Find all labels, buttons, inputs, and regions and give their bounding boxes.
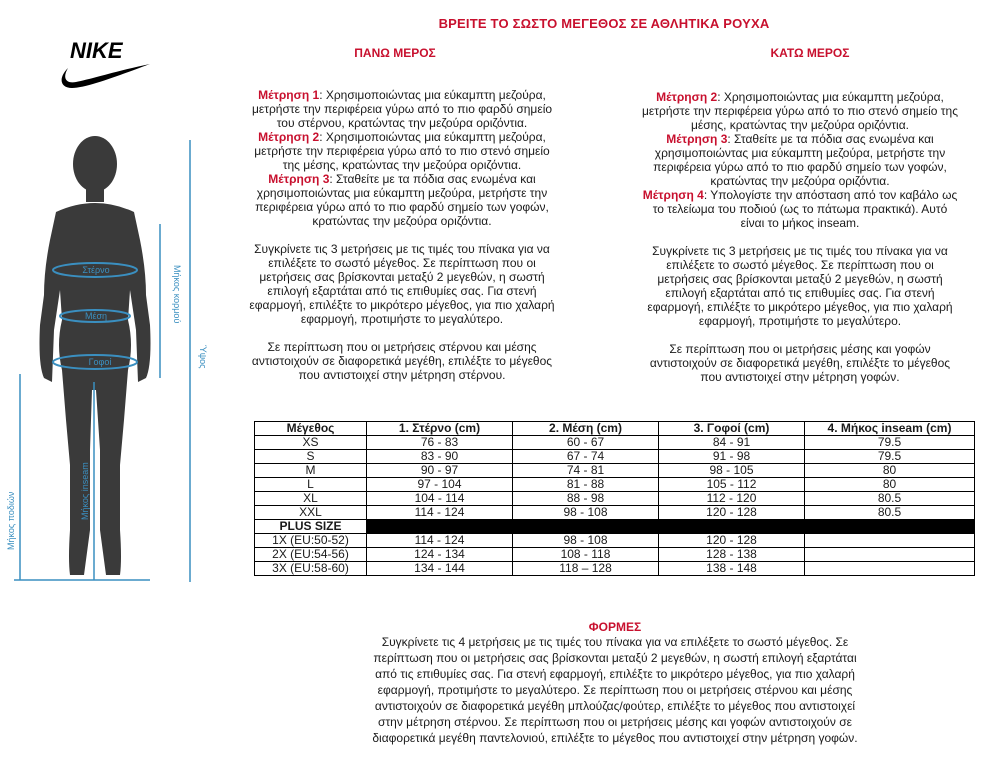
cell: 98 - 108 — [513, 534, 659, 548]
cell: 80.5 — [805, 492, 975, 506]
lower-measurement-3: Μέτρηση 3: Σταθείτε με τα πόδια σας ενωμένα και χρησιμοποιώντας μια εύκαμπτη μεζούρα, μετρήστε την περιφέρεια γύρω από το πιο φαρδύ σημείο των γοφών, κρατώντας την μεζούρα οριζόντια. — [653, 132, 947, 188]
cell: 79.5 — [805, 436, 975, 450]
cell: 1X (EU:50-52) — [255, 534, 367, 548]
plus-size-divider — [367, 520, 975, 534]
logo-text: NIKE — [70, 38, 123, 63]
plus-size-row — [255, 520, 975, 534]
lower-section-title: ΚΑΤΩ ΜΕΡΟΣ — [770, 46, 850, 60]
header-hips: 3. Γοφοί (cm) — [659, 422, 805, 436]
size-table — [254, 421, 975, 576]
upper-note-text: Σε περίπτωση που οι μετρήσεις στέρνου και μέσης αντιστοιχούν σε διαφορετικά μεγέθη, επιλέξτε το μέγεθος που αντιστοιχεί στην μέτρηση στέρνου. — [251, 340, 553, 382]
table-row — [255, 436, 975, 450]
table-row — [255, 548, 975, 562]
cell: 120 - 128 — [659, 506, 805, 520]
cell: 81 - 88 — [513, 478, 659, 492]
header-waist: 2. Μέση (cm) — [513, 422, 659, 436]
cell: 2X (EU:54-56) — [255, 548, 367, 562]
nike-logo — [58, 36, 154, 92]
cell: 80.5 — [805, 506, 975, 520]
cell: 67 - 74 — [513, 450, 659, 464]
cell: 105 - 112 — [659, 478, 805, 492]
cell: M — [255, 464, 367, 478]
forms-title: ΦΟΡΜΕΣ — [588, 620, 642, 634]
cell: 91 - 98 — [659, 450, 805, 464]
cell: XS — [255, 436, 367, 450]
cell: 60 - 67 — [513, 436, 659, 450]
cell: 98 - 105 — [659, 464, 805, 478]
lower-instructions — [640, 90, 960, 384]
cell — [805, 548, 975, 562]
plus-size-label: PLUS SIZE — [255, 520, 367, 534]
upper-section-title: ΠΑΝΩ ΜΕΡΟΣ — [354, 46, 436, 60]
cell — [805, 562, 975, 576]
cell: 120 - 128 — [659, 534, 805, 548]
table-row — [255, 562, 975, 576]
cell: 128 - 138 — [659, 548, 805, 562]
cell: 88 - 98 — [513, 492, 659, 506]
waist-label: Μέση — [84, 311, 108, 321]
cell: 114 - 124 — [367, 506, 513, 520]
chest-label: Στέρνο — [82, 265, 110, 275]
cell: 3X (EU:58-60) — [255, 562, 367, 576]
cell: 134 - 144 — [367, 562, 513, 576]
body-figure — [0, 120, 240, 600]
table-row — [255, 506, 975, 520]
upper-measurement-3: Μέτρηση 3: Σταθείτε με τα πόδια σας ενωμένα και χρησιμοποιώντας μια εύκαμπτη μεζούρα, μετρήστε την περιφέρεια γύρω από το πιο φαρδύ σημείο των γοφών, κρατώντας την μεζούρα οριζόντια. — [255, 172, 549, 228]
upper-instructions — [246, 88, 558, 382]
cell: 104 - 114 — [367, 492, 513, 506]
cell: 90 - 97 — [367, 464, 513, 478]
torso-label: Μήκος κορμού — [172, 265, 182, 324]
header-chest: 1. Στέρνο (cm) — [367, 422, 513, 436]
cell: 80 — [805, 478, 975, 492]
nike-swoosh-icon — [58, 36, 154, 92]
cell: XXL — [255, 506, 367, 520]
inseam-label: Μήκος inseam — [80, 462, 90, 520]
cell: XL — [255, 492, 367, 506]
forms-text: Συγκρίνετε τις 4 μετρήσεις με τις τιμές του πίνακα για να επιλέξετε το σωστό μέγεθος. Σε περίπτωση που οι μετρήσεις σας βρίσκονται μεταξύ 2 μεγεθών, η σωστή επιλογή εξαρτάται από τις επιθυμίες σας. Για στενή εφαρμογή, επιλέξτε το μικρότερο μέγεθος, για πιο χαλαρή εφαρμογή, προτιμήστε το μεγαλύτερο. Σε περίπτωση που οι μετρήσεις στέρνου και μέσης αντιστοιχούν σε διαφορετικά μεγέθη μπλούζας/φούτερ, επιλέξτε το μέγεθος που αντιστοιχεί στην μέτρηση στέρνου. Σε περίπτωση που οι μετρήσεις μέσης και γοφών αντιστοιχούν σε διαφορετικά μεγέθη παντελονιού, επιλέξτε το μέγεθος που αντιστοιχεί στην μέτρηση γοφών. — [372, 635, 858, 745]
cell: 118 – 128 — [513, 562, 659, 576]
table-row — [255, 478, 975, 492]
upper-measurement-2: Μέτρηση 2: Χρησιμοποιώντας μια εύκαμπτη μεζούρα, μετρήστε την περιφέρεια γύρω από το πιο στενό σημείο της μέσης, κρατώντας την μεζούρα οριζόντια. — [254, 130, 550, 172]
page-title: ΒΡΕΙΤΕ ΤΟ ΣΩΣΤΟ ΜΕΓΕΘΟΣ ΣΕ ΑΘΛΗΤΙΚΑ ΡΟΥΧΑ — [438, 16, 770, 31]
table-row — [255, 534, 975, 548]
cell: 112 - 120 — [659, 492, 805, 506]
cell: S — [255, 450, 367, 464]
cell: 80 — [805, 464, 975, 478]
height-label: Ύψος — [198, 345, 208, 369]
cell: 114 - 124 — [367, 534, 513, 548]
lower-measurement-4: Μέτρηση 4: Υπολογίστε την απόσταση από τον καβάλο ως το τελείωμα του ποδιού (ως το πάτωμα πρακτικά). Αυτό είναι το μήκος inseam. — [642, 188, 958, 230]
cell: 74 - 81 — [513, 464, 659, 478]
lower-note-text: Σε περίπτωση που οι μετρήσεις μέσης και γοφών αντιστοιχούν σε διαφορετικά μεγέθη, επιλέξτε το μέγεθος που αντιστοιχεί στην μέτρηση γοφών. — [649, 342, 951, 384]
table-row — [255, 492, 975, 506]
leg-label: Μήκος ποδιών — [6, 491, 16, 550]
cell: 108 - 118 — [513, 548, 659, 562]
cell: 98 - 108 — [513, 506, 659, 520]
cell: 84 - 91 — [659, 436, 805, 450]
upper-compare-text: Συγκρίνετε τις 3 μετρήσεις με τις τιμές του πίνακα για να επιλέξετε το σωστό μέγεθος. Σε περίπτωση που οι μετρήσεις σας βρίσκονται μεταξύ 2 μεγεθών, η σωστή επιλογή εξαρτάται από τις επιθυμίες σας. Για στενή εφαρμογή, επιλέξτε το μικρότερο μέγεθος, για πιο χαλαρή εφαρμογή, προτιμήστε το μεγαλύτερο. — [249, 242, 555, 326]
header-size: Μέγεθος — [255, 422, 367, 436]
cell: 83 - 90 — [367, 450, 513, 464]
lower-measurement-2: Μέτρηση 2: Χρησιμοποιώντας μια εύκαμπτη μεζούρα, μετρήστε την περιφέρεια γύρω από το πιο στενό σημείο της μέσης, κρατώντας την μεζούρα οριζόντια. — [641, 90, 958, 132]
cell: 79.5 — [805, 450, 975, 464]
lower-compare-text: Συγκρίνετε τις 3 μετρήσεις με τις τιμές του πίνακα για να επιλέξετε το σωστό μέγεθος. Σε περίπτωση που οι μετρήσεις σας βρίσκονται μεταξύ 2 μεγεθών, η σωστή επιλογή εξαρτάται από τις επιθυμίες σας. Για στενή εφαρμογή, επιλέξτε το μικρότερο μέγεθος, για πιο χαλαρή εφαρμογή, προτιμήστε το μεγαλύτερο. — [647, 244, 953, 328]
cell — [805, 534, 975, 548]
cell: 138 - 148 — [659, 562, 805, 576]
cell: L — [255, 478, 367, 492]
table-header-row — [255, 422, 975, 436]
header-inseam: 4. Μήκος inseam (cm) — [805, 422, 975, 436]
cell: 97 - 104 — [367, 478, 513, 492]
upper-measurement-1: Μέτρηση 1: Χρησιμοποιώντας μια εύκαμπτη μεζούρα, μετρήστε την περιφέρεια γύρω από το πιο φαρδύ σημείο του στέρνου, κρατώντας την μεζούρα οριζόντια. — [251, 88, 553, 130]
hips-label: Γοφοί — [88, 357, 112, 367]
cell: 124 - 134 — [367, 548, 513, 562]
table-row — [255, 450, 975, 464]
cell: 76 - 83 — [367, 436, 513, 450]
table-row — [255, 464, 975, 478]
